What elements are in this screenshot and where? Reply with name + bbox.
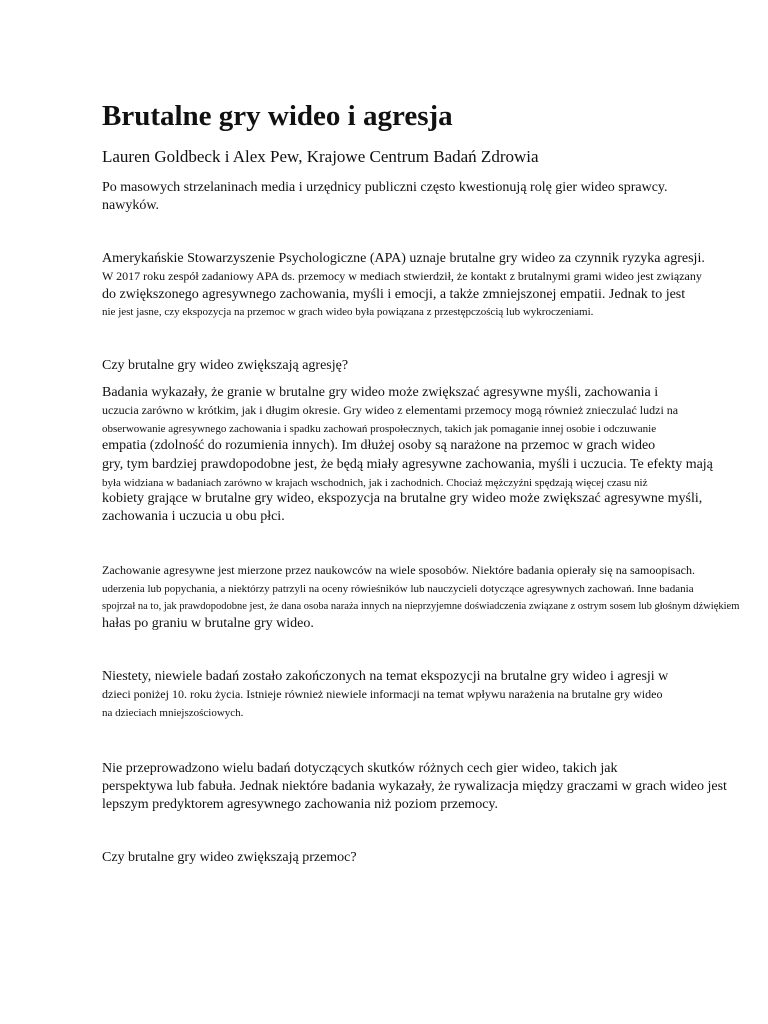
intro-line-1: Po masowych strzelaninach media i urzędnicy publiczni często kwestionują rolę gier wideo sprawcy. <box>102 180 668 195</box>
features-line-1: Nie przeprowadzono wielu badań dotyczących skutków różnych cech gier wideo, takich jak <box>102 761 618 776</box>
heading-violence: Czy brutalne gry wideo zwiększają przemoc? <box>102 850 357 865</box>
intro-line-2: nawyków. <box>102 198 160 213</box>
measure-line-3: spojrzał na to, jak prawdopodobne jest, że dana osoba naraża innych na nieprzyjemne doświadczenia związane z ostrym sosem lub głośnym dźwiękiem <box>102 601 740 612</box>
measure-line-4: hałas po graniu w brutalne gry wideo. <box>102 616 314 631</box>
children-line-1: Niestety, niewiele badań zostało zakończonych na temat ekspozycji na brutalne gry wideo i agresji w <box>102 669 669 684</box>
features-line-3: lepszym predyktorem agresywnego zachowania niż poziom przemocy. <box>102 797 498 812</box>
apa-line-4: nie jest jasne, czy ekspozycja na przemoc w grach wideo była powiązana z przestępczością lub wykroczeniami. <box>102 306 594 318</box>
features-line-2: perspektywa lub fabuła. Jednak niektóre badania wykazały, że rywalizacja między graczami w grach wideo jest <box>102 779 727 794</box>
apa-line-1: Amerykańskie Stowarzyszenie Psychologiczne (APA) uznaje brutalne gry wideo za czynnik ryzyka agresji. <box>102 251 705 266</box>
children-line-2: dzieci poniżej 10. roku życia. Istnieje również niewiele informacji na temat wpływu narażenia na brutalne gry wideo <box>102 687 663 701</box>
document-authors: Lauren Goldbeck i Alex Pew, Krajowe Centrum Badań Zdrowia <box>102 147 539 166</box>
apa-line-2: W 2017 roku zespół zadaniowy APA ds. przemocy w mediach stwierdził, że kontakt z brutalnymi grami wideo jest związany <box>102 269 702 283</box>
research-line-7: kobiety grające w brutalne gry wideo, ekspozycja na brutalne gry wideo może zwiększać agresywne myśli, <box>102 491 703 506</box>
measure-line-2: uderzenia lub popychania, a niektórzy patrzyli na oceny rówieśników lub nauczycieli dotyczące agresywnych zachowań. Inne badania <box>102 583 694 595</box>
research-line-8: zachowania i uczucia u obu płci. <box>102 509 285 524</box>
research-line-3: obserwowanie agresywnego zachowania i spadku zachowań prospołecznych, takich jak pomaganie innej osobie i odczuwanie <box>102 423 657 435</box>
research-line-4: empatia (zdolność do rozumienia innych). Im dłużej osoby są narażone na przemoc w grach wideo <box>102 438 656 453</box>
research-line-1: Badania wykazały, że granie w brutalne gry wideo może zwiększać agresywne myśli, zachowania i <box>102 385 659 400</box>
research-line-6: była widziana w badaniach zarówno w krajach wschodnich, jak i zachodnich. Chociaż mężczyźni spędzają więcej czasu niż <box>102 477 648 489</box>
heading-aggression: Czy brutalne gry wideo zwiększają agresję? <box>102 358 349 373</box>
research-line-2: uczucia zarówno w krótkim, jak i długim okresie. Gry wideo z elementami przemocy mogą również znieczulać ludzi na <box>102 403 679 417</box>
document-title: Brutalne gry wideo i agresja <box>102 100 453 132</box>
apa-line-3: do zwiększonego agresywnego zachowania, myśli i emocji, a także zmniejszonej empatii. Jednak to jest <box>102 287 686 302</box>
research-line-5: gry, tym bardziej prawdopodobne jest, że będą miały agresywne zachowania, myśli i uczucia. Te efekty mają <box>102 457 713 472</box>
measure-line-1: Zachowanie agresywne jest mierzone przez naukowców na wiele sposobów. Niektóre badania opierały się na samoopisach. <box>102 563 696 577</box>
children-line-3: na dzieciach mniejszościowych. <box>102 707 244 719</box>
